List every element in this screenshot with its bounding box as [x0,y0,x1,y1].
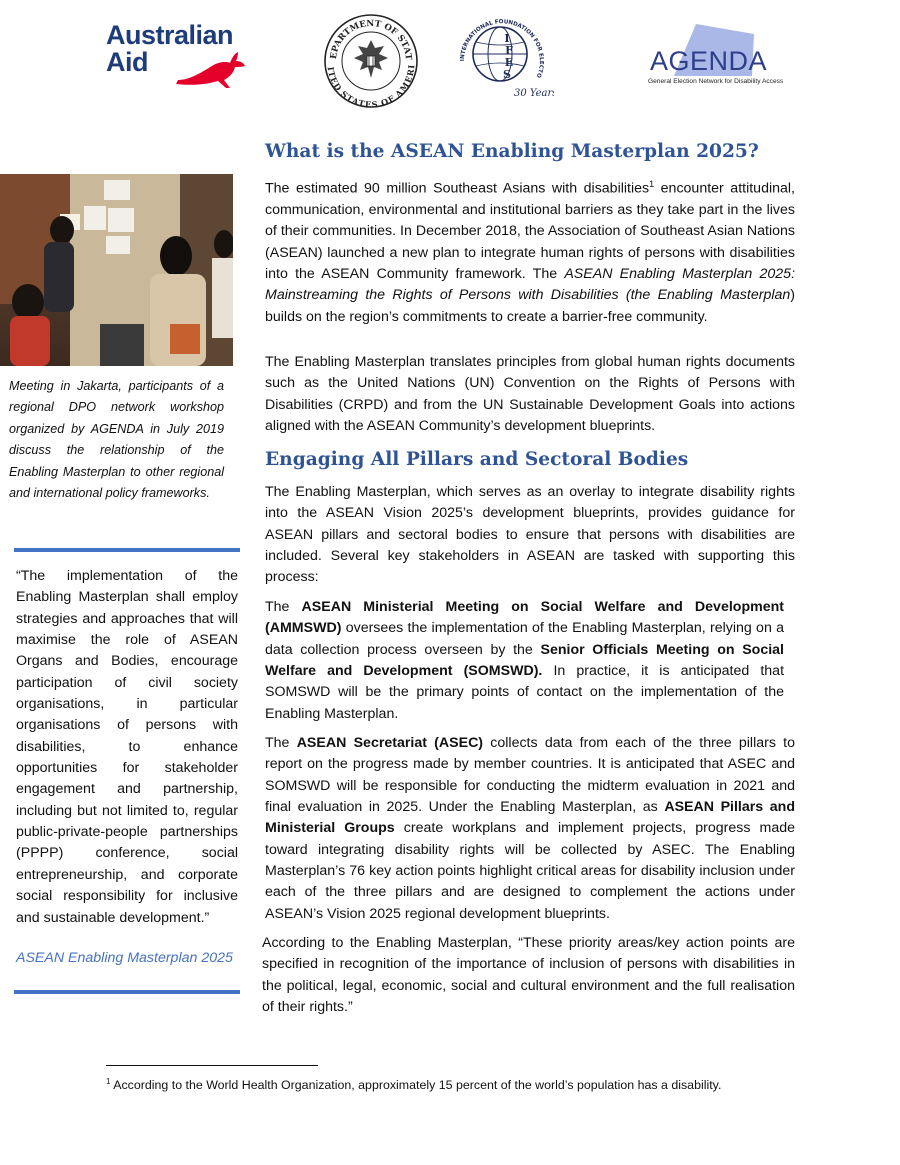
priority-paragraph: According to the Enabling Masterplan, “These priority areas/key action points are specified in recognition of the importance of inclusion of persons with disabilities in the political, legal, economic, social and cultural environment and the full realisation of their rights.” [262,935,795,1016]
eagle-seal-icon [322,12,420,110]
ammswd-paragraph [265,597,784,725]
ammswd-text-d: In practice, it is anticipated that SOMSWD will be the primary points of contact on the implementation of the Enabling Masterplan. [265,663,785,722]
ifes-anniversary: 30 Years [514,88,554,99]
footnote-ref[interactable]: 1 [649,179,655,189]
quote-top-rule [14,548,240,552]
section-heading-masterplan: What is the ASEAN Enabling Masterplan 2025? [265,141,759,162]
ifes-ring-text: INTERNATIONAL FOUNDATION FOR ELECTO [459,19,544,79]
seal-ring-bottom-text: ITED STATES OF AMERI [325,64,417,110]
pull-quote: “The implementation of the Enabling Masterplan shall employ strategies and approaches that will maximise the role of ASEAN Organs and Bodies, encourage participation of civil society organisations, in particular organisations of persons with disabilities, to enhance opportunities for stakeholder engagement and partnership, including but not limited to, regular public-private-people partnerships (PPPP) conference, social entrepreneurship, and corporate social responsibility for inclusive and sustainable development.” [16,568,238,926]
ifes-letter-e: E [504,56,514,69]
pillars-bold: ASEAN Pillars and Ministerial Groups [265,799,795,837]
section-heading-pillars: Engaging All Pillars and Sectoral Bodies [265,449,689,470]
somswd-bold: Senior Officials Meeting on Social Welfare and Development (SOMSWD). [265,641,784,680]
intro-text-c: ) builds on the region’s commitments to create a barrier-free community. [265,287,795,325]
intro-paragraph [265,174,795,328]
workshop-photo [0,174,233,366]
pull-quote-source: ASEAN Enabling Masterplan 2025 [16,950,233,966]
australian-aid-logo [106,22,256,92]
masterplan-title: ASEAN Enabling Masterplan 2025: Mainstreaming the Rights of Persons with Disabilities (the Enabling Masterplan [265,266,796,304]
svg-text:INTERNATIONAL FOUNDATION FOR E [452,8,544,79]
asec-text-c: collects data from each of the three pillars to report on the progress made by member countries. It is anticipated that ASEC and SOMSWD will be responsible for conducting the midterm evaluation in 2021 and final evaluation in 2025. Under the Enabling Masterplan, as [265,735,795,816]
intro-text-b: encounter attitudinal, communication, environmental and institutional barriers as they take part in the lives of their communities. In December 2018, the Association of Southeast Asian Nations (ASEAN) launched a new plan to integrate human rights of persons with disabilities into the ASEAN Community framework. The [265,180,795,283]
quote-bottom-rule [14,990,240,994]
overlay-paragraph: The Enabling Masterplan, which serves as an overlay to integrate disability rights into the ASEAN Vision 2025’s development blueprints, provides guidance for ASEAN pillars and sectoral bodies to ensure that persons with disabilities are included. Several key stakeholders in ASEAN are tasked with supporting this process: [265,484,795,586]
ammswd-bold: ASEAN Ministerial Meeting on Social Welfare and Development (AMMSWD) [265,599,785,637]
logo-text-line1: Australian [106,20,234,50]
ifes-letter-f: F [505,44,513,57]
principles-paragraph: The Enabling Masterplan translates principles from global human rights documents such as the United Nations (UN) Convention on the Rights of Persons with Disabilities (CRPD) and from the UN Sustainable Development Goals into actions aligned with the ASEAN Community’s development blueprints. [265,354,795,435]
asec-text-d: create workplans and implement projects, progress made toward integrating disability rights will be collected by ASEC. The Enabling Masterplan’s 76 key action points highlight critical areas for disability inclusion under each of the three pillars and are designed to complement the actions under ASEAN’s Vision 2025 regional development blueprints. [265,820,795,922]
footnote-rule [106,1065,318,1066]
footnote [106,1074,806,1093]
department-of-state-seal [322,12,420,110]
ifes-letter-s: S [503,68,511,81]
logo-text-line2: Aid [106,47,148,77]
agenda-wordmark: AGENDA [650,46,768,76]
photo-caption: Meeting in Jakarta, participants of a regional DPO network workshop organized by AGENDA in July 2019 discuss the relationship of the Enabling Masterplan to other regional and international policy frameworks. [9,379,224,501]
ammswd-text-a: The [265,599,302,615]
asec-text-a: The [265,735,297,751]
asec-bold: ASEAN Secretariat (ASEC) [296,735,484,751]
ammswd-text-c: oversees the implementation of the Enabling Masterplan, relying on a data collection process overseen by the [265,620,784,658]
footnote-text: According to the World Health Organization, approximately 15 percent of the world’s population has a disability. [110,1078,722,1093]
agenda-tagline: General Election Network for Disability Access [648,78,784,85]
ifes-letter-i: I [504,32,510,45]
workshop-photo-image [0,174,233,366]
asec-paragraph [265,733,795,925]
kangaroo-icon [172,50,252,90]
agenda-logo [646,18,784,92]
footnote-marker: 1 [106,1077,111,1086]
intro-text-a: The estimated 90 million Southeast Asians with disabilities [265,180,650,197]
seal-ring-top-text: EPARTMENT OF STAT [328,18,414,61]
globe-icon [452,8,554,106]
ifes-logo [452,8,554,106]
